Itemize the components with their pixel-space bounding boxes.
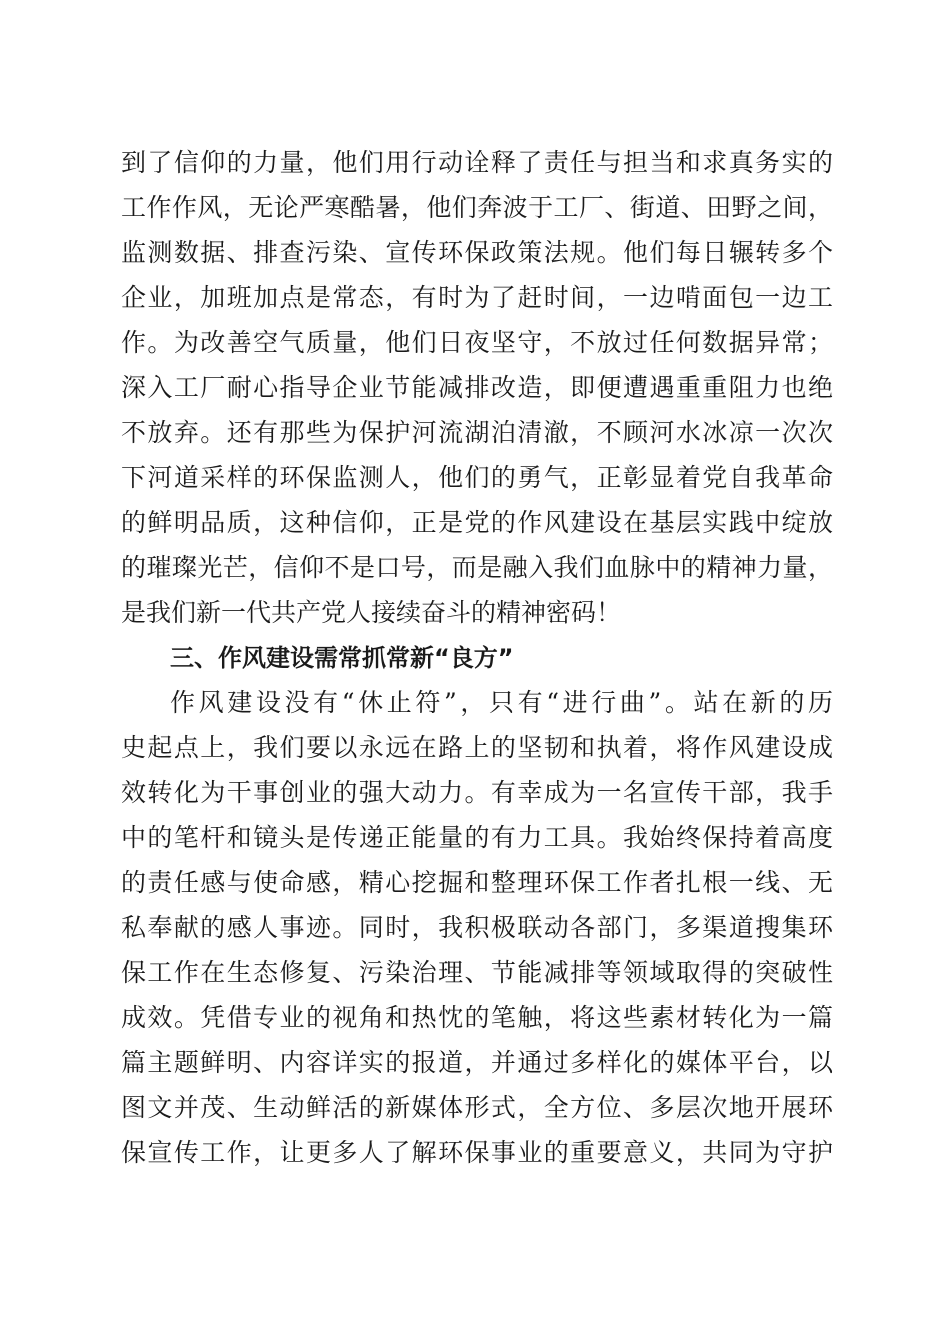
paragraph-1-line-9: 的鲜明品质，这种信仰，正是党的作风建设在基层实践中绽放: [121, 508, 833, 537]
paragraph-2-line-2: 史起点上，我们要以永远在路上的坚韧和执着，将作风建设成: [121, 733, 833, 762]
paragraph-2-line-11: 保宣传工作，让更多人了解环保事业的重要意义，共同为守护: [121, 1138, 833, 1167]
paragraph-1-line-2: 工作作风，无论严寒酷暑，他们奔波于工厂、街道、田野之间，: [121, 193, 833, 222]
paragraph-2-line-8: 成效。凭借专业的视角和热忱的笔触，将这些素材转化为一篇: [121, 1003, 833, 1032]
paragraph-1-line-3: 监测数据、排查污染、宣传环保政策法规。他们每日辗转多个: [121, 238, 833, 267]
paragraph-1-line-7: 不放弃。还有那些为保护河流湖泊清澈，不顾河水冰凉一次次: [121, 418, 833, 447]
paragraph-1-line-1: 到了信仰的力量，他们用行动诠释了责任与担当和求真务实的: [121, 148, 833, 177]
paragraph-2-line-1: 作风建设没有“休止符”，只有“进行曲”。站在新的历: [170, 688, 833, 717]
paragraph-1-line-4: 企业，加班加点是常态，有时为了赶时间，一边啃面包一边工: [121, 283, 833, 312]
paragraph-2-line-4: 中的笔杆和镜头是传递正能量的有力工具。我始终保持着高度: [121, 823, 833, 852]
paragraph-2-line-7: 保工作在生态修复、污染治理、节能减排等领域取得的突破性: [121, 958, 833, 987]
paragraph-2-line-6: 私奉献的感人事迹。同时，我积极联动各部门，多渠道搜集环: [121, 913, 833, 942]
paragraph-2-line-10: 图文并茂、生动鲜活的新媒体形式，全方位、多层次地开展环: [121, 1093, 833, 1122]
paragraph-1-line-8: 下河道采样的环保监测人，他们的勇气，正彰显着党自我革命: [121, 463, 833, 492]
paragraph-2-line-3: 效转化为干事创业的强大动力。有幸成为一名宣传干部，我手: [121, 778, 833, 807]
paragraph-1-line-5: 作。为改善空气质量，他们日夜坚守，不放过任何数据异常；: [121, 328, 833, 357]
paragraph-2-line-5: 的责任感与使命感，精心挖掘和整理环保工作者扎根一线、无: [121, 868, 833, 897]
paragraph-1-line-6: 深入工厂耐心指导企业节能减排改造，即便遭遇重重阻力也绝: [121, 373, 833, 402]
section-heading: 三、作风建设需常抓常新“良方”: [170, 644, 514, 672]
paragraph-1-line-11: 是我们新一代共产党人接续奋斗的精神密码！: [121, 598, 622, 627]
paragraph-2-line-9: 篇主题鲜明、内容详实的报道，并通过多样化的媒体平台，以: [121, 1048, 833, 1077]
paragraph-1-line-10: 的璀璨光芒，信仰不是口号，而是融入我们血脉中的精神力量，: [121, 553, 833, 582]
